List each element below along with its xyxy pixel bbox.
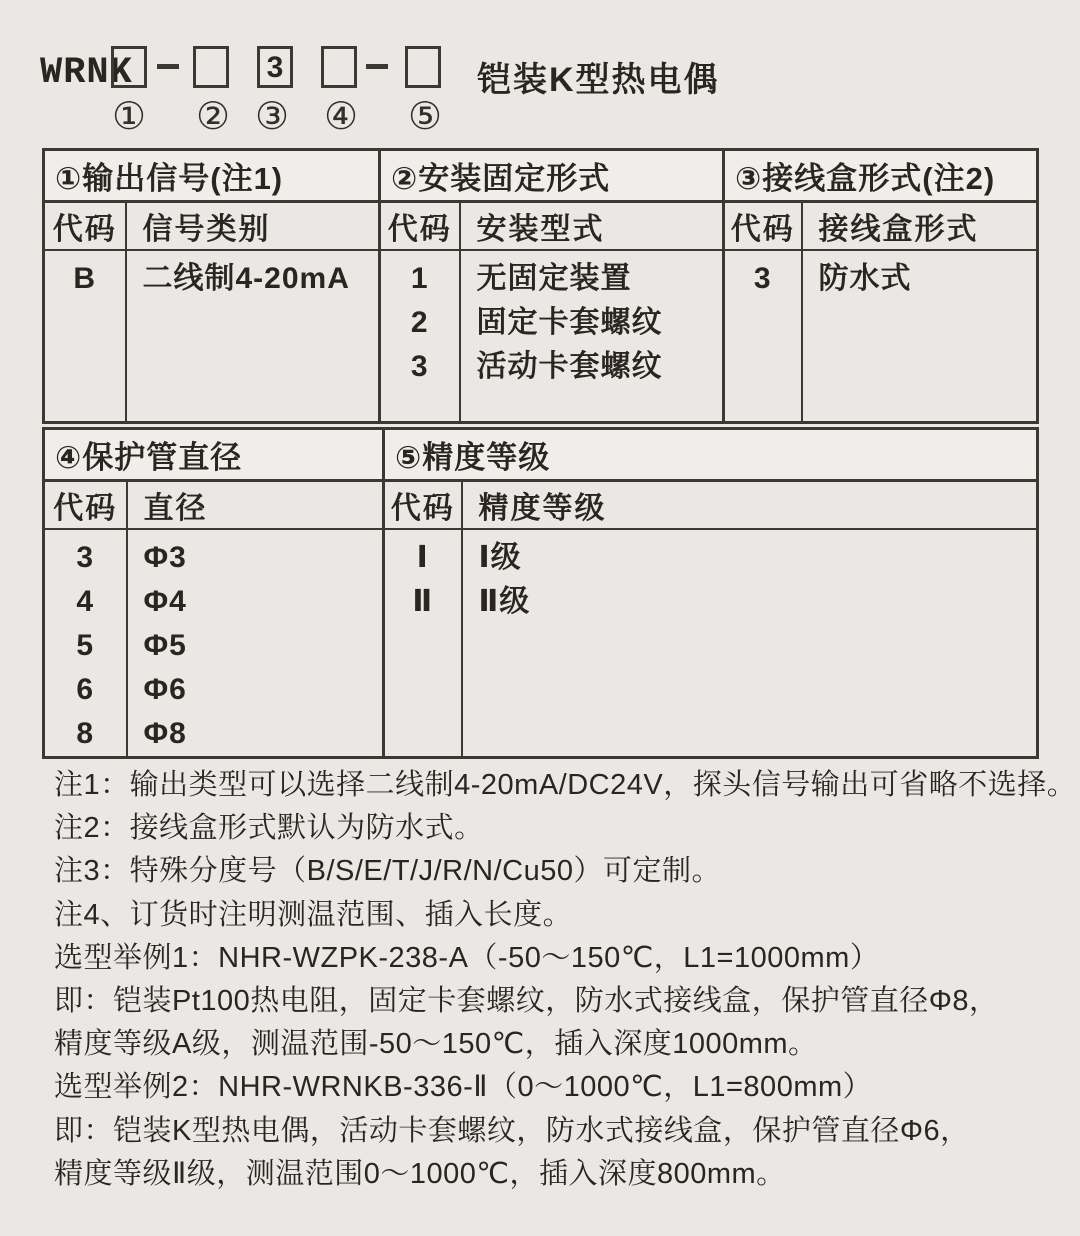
model-box-4 <box>321 46 357 88</box>
accuracy-values <box>462 529 1038 758</box>
col-header-accuracy-grade: 精度等级 <box>462 481 1038 529</box>
code-cell: 3 <box>76 540 95 574</box>
example-1-model: 选型举例1：NHR-WZPK-238-A（-50～150℃，L1=1000mm） <box>54 941 880 974</box>
model-box-5 <box>405 46 441 88</box>
position-label-1: ① <box>111 96 147 138</box>
section-header-mounting: ②安装固定形式 <box>380 150 724 202</box>
junction-box-codes <box>724 250 802 423</box>
model-prefix: WRNK <box>40 52 133 94</box>
value-cell: Ⅰ级 <box>478 540 522 574</box>
value-cell: 无固定装置 <box>476 261 632 295</box>
output-signal-values <box>126 250 380 423</box>
col-header-diameter: 直径 <box>127 481 384 529</box>
value-cell: 防水式 <box>818 261 912 295</box>
note-line-4: 注4、订货时注明测温范围、插入长度。 <box>54 898 573 931</box>
section-header-output-signal: ①输出信号(注1) <box>44 150 380 202</box>
code-cell: 8 <box>76 716 95 750</box>
code-cell: 3 <box>753 261 772 295</box>
product-title: 铠装K型热电偶 <box>477 61 720 99</box>
model-box-2 <box>193 46 229 88</box>
col-header-junction-box-type: 接线盒形式 <box>802 202 1038 250</box>
section-header-accuracy: ⑤精度等级 <box>384 429 1038 481</box>
accuracy-codes <box>384 529 462 758</box>
code-cell: Ⅰ <box>416 540 429 574</box>
code-cell: Ⅱ <box>412 584 434 618</box>
col-header-code-1: 代码 <box>44 202 126 250</box>
dash-separator-1 <box>157 64 179 69</box>
note-line-3: 注3：特殊分度号（B/S/E/T/J/R/N/Cu50）可定制。 <box>54 855 721 888</box>
example-2-description: 即：铠装K型热电偶，活动卡套螺纹，防水式接线盒，保护管直径Φ6， <box>54 1114 970 1147</box>
spec-table-bottom <box>42 427 1039 759</box>
section-header-junction-box: ③接线盒形式(注2) <box>724 150 1038 202</box>
value-cell: 二线制4-20mA <box>142 261 350 295</box>
position-label-5: ⑤ <box>407 96 443 138</box>
note-line-2: 注2：接线盒形式默认为防水式。 <box>54 812 484 845</box>
value-cell: Φ3 <box>143 540 187 574</box>
section-header-sheath-diameter: ④保护管直径 <box>44 429 384 481</box>
position-label-3: ③ <box>254 96 290 138</box>
example-1-description-cont: 精度等级A级，测温范围-50～150℃，插入深度1000mm。 <box>54 1028 818 1061</box>
col-header-code-3: 代码 <box>724 202 802 250</box>
value-cell: Φ6 <box>143 672 187 706</box>
example-2-description-cont: 精度等级Ⅱ级，测温范围0～1000℃，插入深度800mm。 <box>54 1157 786 1190</box>
code-cell: 4 <box>76 584 95 618</box>
code-cell: 5 <box>76 628 95 662</box>
value-cell: Φ8 <box>143 716 187 750</box>
col-header-code-5: 代码 <box>384 481 462 529</box>
code-cell: 2 <box>410 305 429 339</box>
mounting-values <box>460 250 724 423</box>
code-cell: 3 <box>410 349 429 383</box>
position-label-4: ④ <box>323 96 359 138</box>
note-line-1: 注1：输出类型可以选择二线制4-20mA/DC24V，探头信号输出可省略不选择。 <box>54 769 1077 801</box>
col-header-code-2: 代码 <box>380 202 460 250</box>
code-cell: 1 <box>410 261 429 295</box>
col-header-signal-type: 信号类别 <box>126 202 380 250</box>
value-cell: Ⅱ级 <box>478 584 531 618</box>
col-header-code-4: 代码 <box>44 481 127 529</box>
code-cell: 6 <box>76 672 95 706</box>
junction-box-values <box>802 250 1038 423</box>
notes-section <box>54 764 1077 1196</box>
model-box-3: 3 <box>257 46 293 88</box>
position-label-2: ② <box>195 96 231 138</box>
code-cell: B <box>73 261 97 295</box>
mounting-codes <box>380 250 460 423</box>
col-header-mounting-type: 安装型式 <box>460 202 724 250</box>
dash-separator-2 <box>366 64 388 69</box>
value-cell: Φ5 <box>143 628 187 662</box>
value-cell: Φ4 <box>143 584 187 618</box>
example-1-description: 即：铠装Pt100热电阻，固定卡套螺纹，防水式接线盒，保护管直径Φ8， <box>54 985 999 1018</box>
value-cell: 固定卡套螺纹 <box>476 305 663 339</box>
diameter-codes <box>44 529 127 758</box>
value-cell: 活动卡套螺纹 <box>476 349 663 383</box>
model-box-1 <box>111 46 147 88</box>
spec-table-top <box>42 148 1039 424</box>
example-2-model: 选型举例2：NHR-WRNKB-336-Ⅱ（0～1000℃，L1=800mm） <box>54 1071 873 1104</box>
model-code-builder <box>0 0 1080 148</box>
output-signal-codes <box>44 250 126 423</box>
diameter-values <box>127 529 384 758</box>
